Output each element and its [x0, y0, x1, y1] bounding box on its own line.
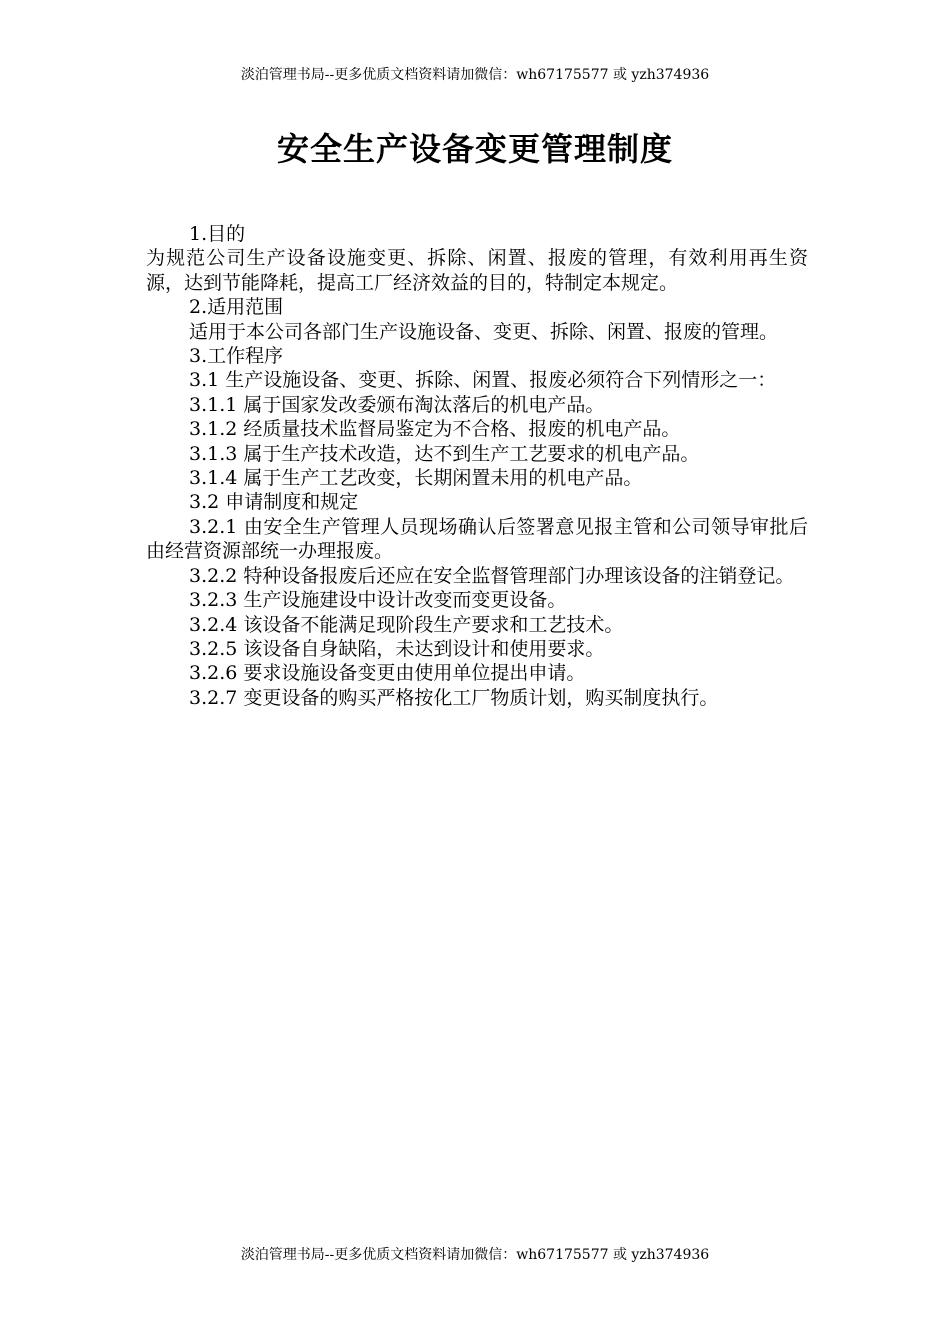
document-body: [146, 222, 808, 710]
section-heading: 3.工作程序: [189, 345, 284, 368]
list-item: 3.2.2 特种设备报废后还应在安全监督管理部门办理该设备的注销登记。: [189, 564, 795, 587]
list-item: 3.2.7 变更设备的购买严格按化工厂物质计划，购买制度执行。: [189, 686, 719, 709]
document-title: 安全生产设备变更管理制度: [276, 130, 673, 168]
body-paragraph: 3.1 生产设施设备、变更、拆除、闲置、报废必须符合下列情形之一：: [189, 369, 777, 392]
page-footer: 淡泊管理书局--更多优质文档资料请加微信：wh67175577 或 yzh374936: [240, 1247, 710, 1263]
body-paragraph: 为规范公司生产设备设施变更、拆除、闲置、报废的管理，有效利用再生资源，达到节能降耗，提高工厂经济效益的目的，特制定本规定。: [146, 247, 808, 294]
section-heading: 3.2 申请制度和规定: [189, 491, 359, 514]
list-item: 3.2.6 要求设施设备变更由使用单位提出申请。: [189, 662, 586, 685]
section-heading: 1.目的: [189, 223, 246, 245]
body-paragraph: 适用于本公司各部门生产设施设备、变更、拆除、闲置、报废的管理。: [189, 320, 779, 343]
page-header: 淡泊管理书局--更多优质文档资料请加微信：wh67175577 或 yzh374936: [240, 67, 710, 83]
list-item: 3.2.3 生产设施建设中设计改变而变更设备。: [189, 589, 567, 612]
list-item: 3.1.2 经质量技术监督局鉴定为不合格、报废的机电产品。: [189, 418, 681, 441]
section-heading: 2.适用范围: [189, 296, 284, 319]
list-item: 3.1.4 属于生产工艺改变，长期闲置未用的机电产品。: [189, 467, 643, 490]
list-item: 3.2.5 该设备自身缺陷，未达到设计和使用要求。: [189, 637, 605, 660]
list-item: 3.2.1 由安全生产管理人员现场确认后签署意见报主管和公司领导审批后由经营资源部统一办理报废。: [146, 515, 808, 563]
list-item: 3.1.1 属于国家发改委颁布淘汰落后的机电产品。: [189, 393, 605, 416]
list-item: 3.2.4 该设备不能满足现阶段生产要求和工艺技术。: [189, 613, 624, 636]
list-item: 3.1.3 属于生产技术改造，达不到生产工艺要求的机电产品。: [189, 442, 700, 465]
